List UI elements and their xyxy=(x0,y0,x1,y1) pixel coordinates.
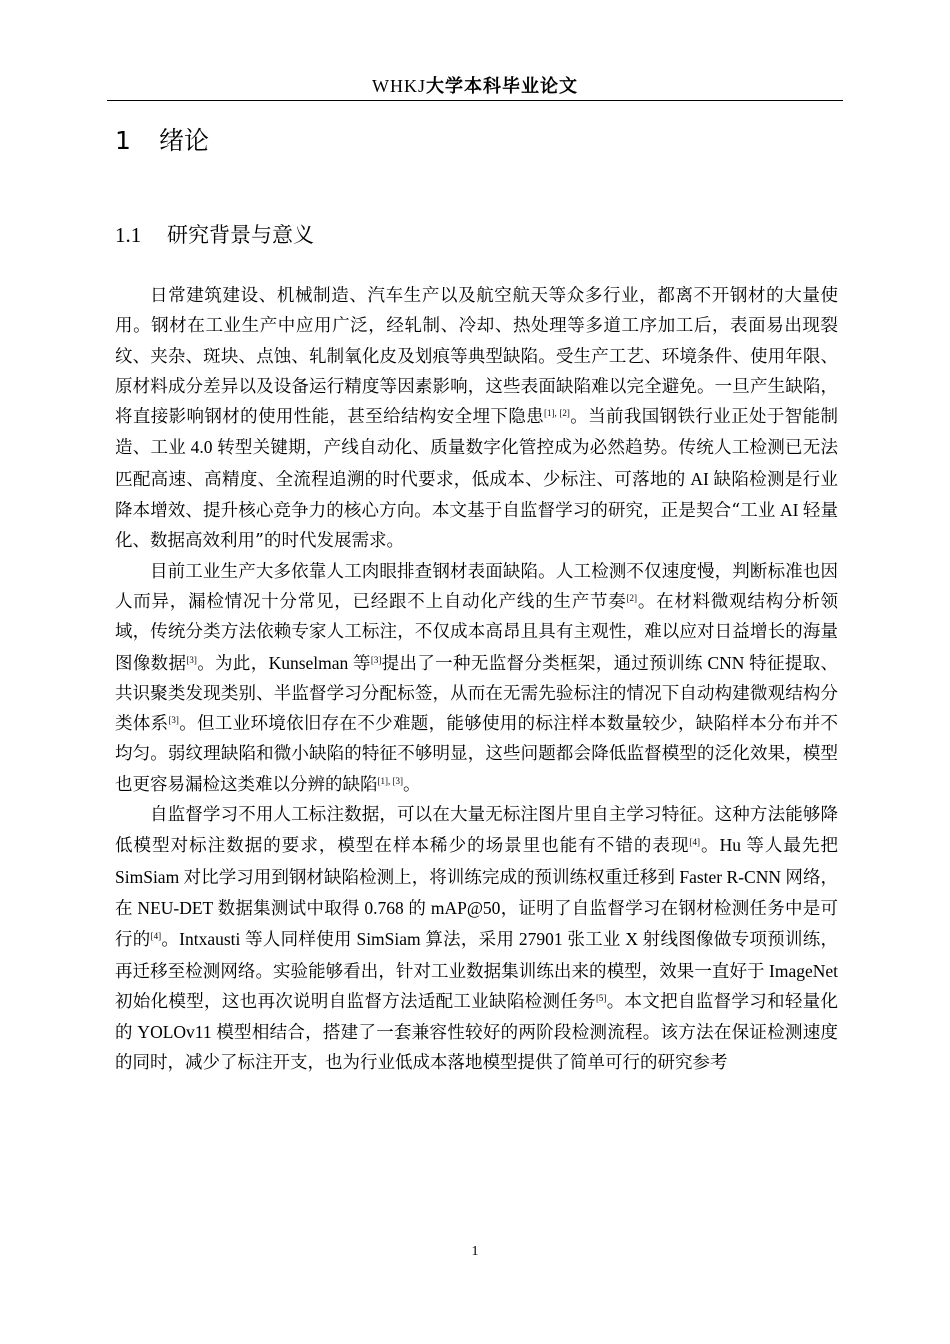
text-run: 的 xyxy=(408,898,427,919)
text-run: Faster R-CNN xyxy=(674,866,786,887)
citation: [3] xyxy=(186,654,197,665)
text-run: YOLOv11 xyxy=(132,1022,217,1043)
text-run: NEU-DET xyxy=(132,897,218,918)
citation: [4] xyxy=(689,837,701,848)
citation: [1], [3] xyxy=(377,775,403,786)
citation: [4] xyxy=(150,931,162,942)
citation: [3] xyxy=(370,654,382,665)
text-run: 。 xyxy=(700,836,720,857)
paragraph-1 xyxy=(115,281,838,557)
text-run: 4.0 xyxy=(186,437,218,458)
chapter-number: 1 xyxy=(115,126,131,155)
text-run: 轻量化、数据高效利用”的时代发展需求。 xyxy=(115,501,839,552)
text-run: 初始化模型，这也再次说明自监督方法适配工业缺陷检测任务 xyxy=(115,991,596,1012)
text-run: 。为此， xyxy=(196,653,269,674)
paragraph-3 xyxy=(115,800,838,1079)
text-run: 。本文把自监督学习和轻量化的 xyxy=(115,991,838,1044)
text-run: 模型相结合，搭建了一套兼容性较好的两阶段检测流程。该方法在保证检测速度的同时，减少了标注开支，也为行业低成本落地模型提供了简单可行的研究参考 xyxy=(115,1023,838,1074)
text-run: 网络，在 xyxy=(115,867,838,919)
text-run: SimSiam xyxy=(351,929,426,950)
text-run: 数据集测试中取得 xyxy=(217,898,360,919)
section-heading xyxy=(115,220,314,250)
text-run: 张工业 xyxy=(567,930,621,951)
header-thesis-title: 大学本科毕业论文 xyxy=(426,76,578,97)
text-run: 等人同样使用 xyxy=(245,930,352,951)
header-rule xyxy=(107,100,843,101)
text-run: 等人最先把 xyxy=(746,836,839,857)
text-run: 0.768 xyxy=(359,897,409,918)
text-run: 。 xyxy=(403,774,421,795)
text-run: 等 xyxy=(352,653,371,674)
citation: [2] xyxy=(626,592,638,603)
text-run: Hu xyxy=(719,835,747,856)
text-run: 。当前我国钢铁行业正处于智能制造、工业 xyxy=(115,407,838,459)
text-run: 27901 xyxy=(514,929,568,950)
text-run: SimSiam xyxy=(115,866,184,887)
text-run: Intxausti xyxy=(179,929,246,950)
text-run: 。但工业环境依旧存在不少难题，能够使用的标注样本数量较少，缺陷样本分布并不均匀。弱纹理缺陷和微小缺陷的特征不够明显，这些问题都会降低监督模型的泛化效果，模型也更容易漏检这类难以分辨的缺陷 xyxy=(115,714,838,795)
text-run: AI xyxy=(775,500,803,521)
text-run: Kunselman xyxy=(268,652,353,673)
text-run: 。在材料微观结构分析领域，传统分类方法依赖专家人工标注，不仅成本高昂且具有主观性，难以应对日益增长的海量图像数据 xyxy=(115,591,839,674)
text-run: 对比学习用到钢材缺陷检测上，将训练完成的预训练权重迁移到 xyxy=(183,867,675,888)
text-run: 缺陷检测是行业降本增效、提升核心竞争力的核心方向。本文基于自监督学习的研究，正是契合“工业 xyxy=(115,469,839,522)
citation: [5] xyxy=(595,992,607,1003)
text-run: 。 xyxy=(161,930,180,951)
text-run: CNN xyxy=(702,652,750,673)
text-run: 转型关键期，产线自动化、质量数字化管控成为必然趋势。传统人工检测已无法匹配高速、高精度、全流程追溯的时代要求，低成本、少标注、可落地的 xyxy=(115,438,839,490)
section-title: 研究背景与意义 xyxy=(167,223,314,247)
text-run: 日常建筑建设、机械制造、汽车生产以及航空航天等众多行业，都离不开钢材的大量使用。钢材在工业生产中应用广泛，经轧制、冷却、热处理等多道工序加工后，表面易出现裂纹、夹杂、斑块、点蚀、轧制氧化皮及划痕等典型缺陷。受生产工艺、环境条件、使用年限、原材料成分差异以及设备运行精度等因素影响，这些表面缺陷难以完全避免。一旦产生缺陷，将直接影响钢材的使用性能，甚至给结构安全埋下隐患 xyxy=(115,286,838,428)
section-number: 1.1 xyxy=(115,223,142,247)
chapter-title: 绪论 xyxy=(159,126,210,155)
citation: [3] xyxy=(168,715,179,726)
text-run: X xyxy=(620,929,643,950)
text-run: mAP@50 xyxy=(426,897,501,918)
running-header xyxy=(107,74,843,99)
chapter-heading xyxy=(115,124,209,158)
text-run: ImageNet xyxy=(764,960,839,981)
text-run: 特征提取、共识聚类发现类别、半监督学习分配标签，从而在无需先验标注的情况下自动构建微观结构分类体系 xyxy=(115,653,839,735)
header-school-en: WHKJ xyxy=(372,76,426,96)
citation: [1], [2] xyxy=(544,408,570,419)
body-text xyxy=(115,281,838,1079)
text-run: 目前工业生产大多依靠人工肉眼排查钢材表面缺陷。人工检测不仅速度慢，判断标准也因人而异，漏检情况十分常见，已经跟不上自动化产线的生产节奏 xyxy=(115,561,838,612)
text-run: 自监督学习不用人工标注数据，可以在大量无标注图片里自主学习特征。这种方法能够降低模型对标注数据的要求，模型在样本稀少的场景里也能有不错的表现 xyxy=(115,805,838,857)
text-run: 算法，采用 xyxy=(425,930,515,951)
text-run: ，证明了自监督学习在钢材检测任务中是可行的 xyxy=(115,898,839,951)
page-number: 1 xyxy=(471,1244,479,1259)
text-run: AI xyxy=(685,468,714,489)
text-run: 射线图像做专项预训练，再迁移至检测网络。实验能够看出，针对工业数据集训练出来的模型，效果一直好于 xyxy=(115,930,839,982)
paragraph-2 xyxy=(115,557,838,800)
text-run: 提出了一种无监督分类框架，通过预训练 xyxy=(381,653,703,674)
